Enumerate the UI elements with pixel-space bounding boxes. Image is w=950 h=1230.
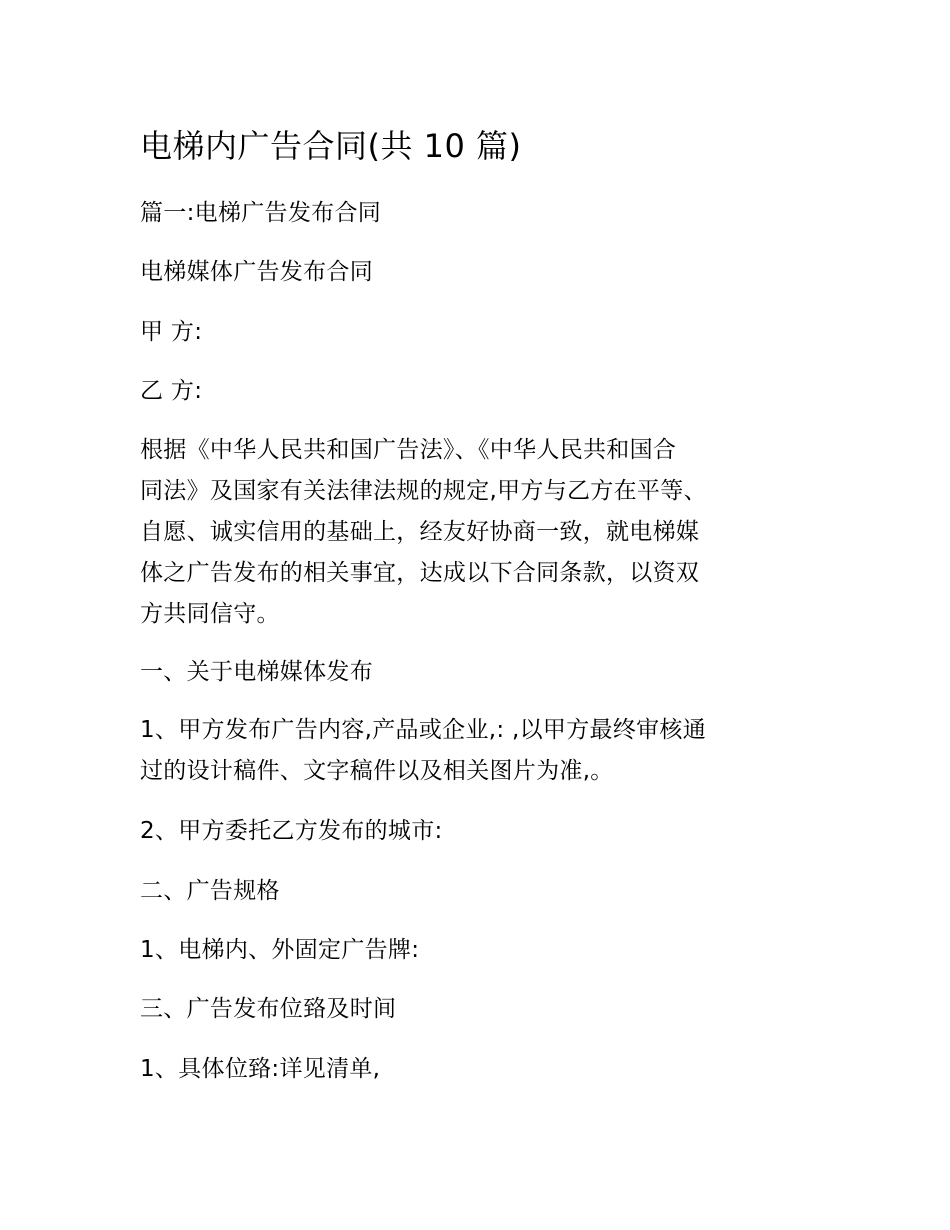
preamble-line: 同法》及国家有关法律法规的规定,甲方与乙方在平等、 [140,478,707,504]
preamble-line: 体之广告发布的相关事宜，达成以下合同条款，以资双 [140,560,700,586]
preamble-paragraph [140,430,810,635]
article-3-item-1: 1、具体位臵:详见清单, [140,1056,381,1082]
article-2-heading: 二、广告规格 [140,878,280,904]
preamble-line: 根据《中华人民共和国广告法》、《中华人民共和国合 [140,437,677,463]
article-1-item-1 [140,710,810,792]
preamble-line: 自愿、诚实信用的基础上，经友好协商一致，就电梯媒 [140,519,700,545]
party-b-label: 乙 方: [140,378,203,404]
article-1-heading: 一、关于电梯媒体发布 [140,659,373,685]
article-1-item-1-line: 1、甲方发布广告内容,产品或企业,: ,以甲方最终审核通 [140,717,707,743]
section-heading: 篇一:电梯广告发布合同 [140,200,382,226]
article-3-heading: 三、广告发布位臵及时间 [140,996,397,1022]
preamble-line: 方共同信守。 [140,601,280,627]
contract-title: 电梯媒体广告发布合同 [140,259,373,285]
document-title: 电梯内广告合同(共 10 篇) [140,127,522,165]
party-a-label: 甲 方: [140,319,203,345]
article-1-item-2: 2、甲方委托乙方发布的城市: [140,818,443,844]
article-1-item-1-line: 过的设计稿件、文字稿件以及相关图片为准,。 [140,758,614,784]
article-2-item-1: 1、电梯内、外固定广告牌: [140,937,420,963]
